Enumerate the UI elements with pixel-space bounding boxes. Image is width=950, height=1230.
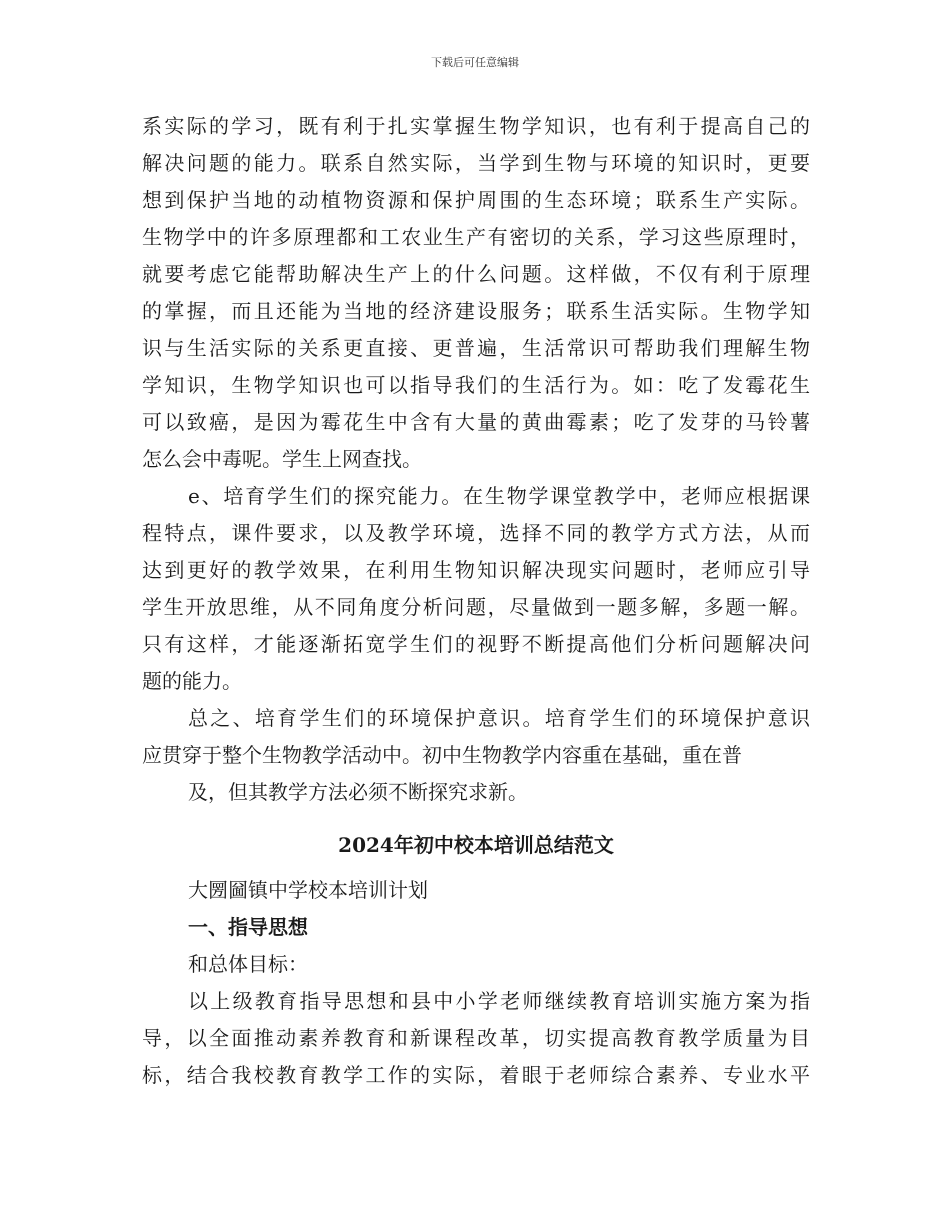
text-line: 怎么会中毒呢。学生上网查找。 — [142, 447, 422, 471]
text-line: 题的能力。 — [142, 669, 242, 693]
text-line: 标，结合我校教育教学工作的实际，着眼于老师综合素养、专业水平 — [142, 1063, 810, 1087]
paragraph-inquiry-ability — [142, 478, 810, 700]
plan-subtitle: 大圐圙镇中学校本培训计划 — [188, 878, 428, 902]
text-line: 及，但其教学方法必须不断探究求新。 — [188, 780, 528, 804]
text-line: 以上级教育指导思想和县中小学老师继续教育培训实施方案为指 — [188, 989, 810, 1013]
text-line: 导，以全面推动素养教育和新课程改革，切实提高教育教学质量为目 — [142, 1026, 810, 1050]
paragraph-environment — [142, 700, 810, 811]
text-line: e、培育学生们的探究能力。在生物学课堂教学中，老师应根据课 — [188, 484, 810, 508]
text-line: 只有这样，才能逐渐拓宽学生们的视野不断提高他们分析问题解决问 — [142, 632, 810, 656]
page-header: 下载后可任意编辑 — [431, 56, 519, 69]
text-line: 总之、培育学生们的环境保护意识。培育学生们的环境保护意识 — [188, 706, 810, 730]
section-heading-continuation: 和总体目标： — [188, 952, 308, 976]
section-heading-guiding-ideology: 一、指导思想 — [188, 915, 308, 939]
text-line: 识与生活实际的关系更直接、更普遍，生活常识可帮助我们理解生物 — [142, 336, 810, 360]
text-line: 解决问题的能力。联系自然实际，当学到生物与环境的知识时，更要 — [142, 151, 810, 175]
text-line: 想到保护当地的动植物资源和保护周围的生态环境；联系生产实际。 — [142, 188, 810, 212]
text-line: 就要考虑它能帮助解决生产上的什么问题。这样做，不仅有利于原理 — [142, 262, 810, 286]
document-title: 2024年初中校本培训总结范文 — [338, 833, 614, 857]
text-line: 系实际的学习，既有利于扎实掌握生物学知识，也有利于提高自己的 — [142, 114, 810, 138]
text-line: 可以致癌，是因为霉花生中含有大量的黄曲霉素；吃了发芽的马铃薯 — [142, 410, 810, 434]
text-line: 学知识，生物学知识也可以指导我们的生活行为。如：吃了发霉花生 — [142, 373, 810, 397]
paragraph-biology-practice — [142, 108, 810, 478]
text-line: 程特点，课件要求，以及教学环境，选择不同的教学方式方法，从而 — [142, 521, 810, 545]
text-line: 达到更好的教学效果，在利用生物知识解决现实问题时，老师应引导 — [142, 558, 810, 582]
text-line: 生物学中的许多原理都和工农业生产有密切的关系，学习这些原理时， — [142, 225, 810, 249]
text-line: 应贯穿于整个生物教学活动中。初中生物教学内容重在基础，重在普 — [142, 743, 742, 767]
paragraph-guiding-ideology — [142, 983, 810, 1094]
text-line: 的掌握，而且还能为当地的经济建设服务；联系生活实际。生物学知 — [142, 299, 810, 323]
text-line: 学生开放思维，从不同角度分析问题，尽量做到一题多解，多题一解。 — [142, 595, 810, 619]
document-body — [142, 108, 810, 1094]
